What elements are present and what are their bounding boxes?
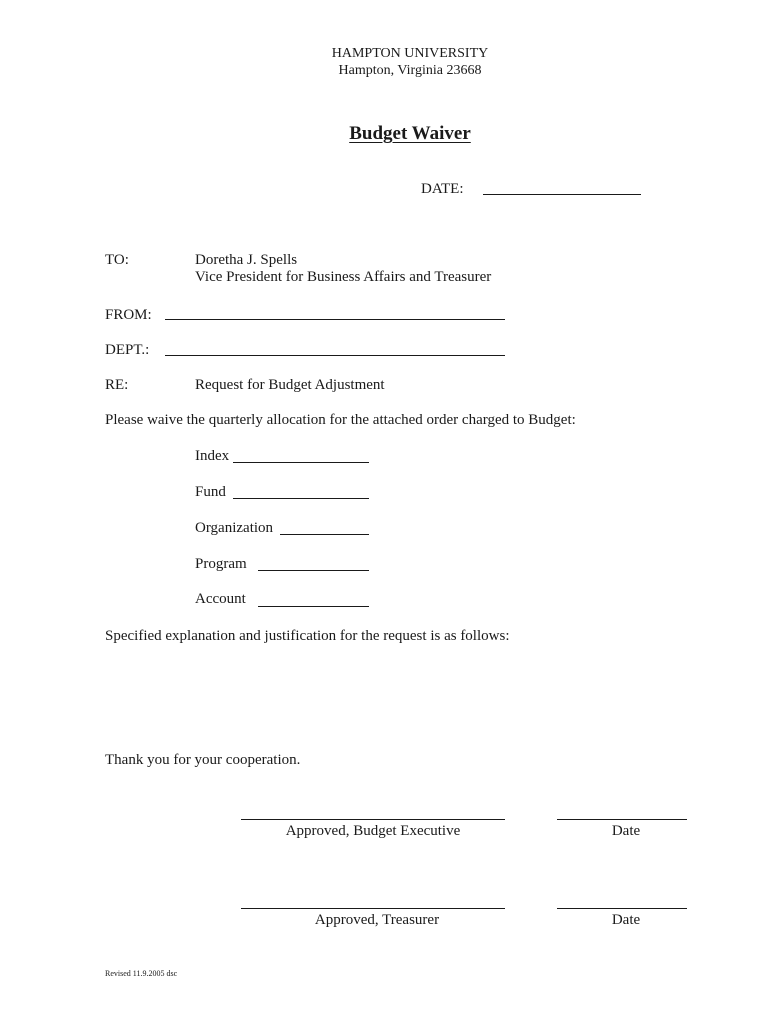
date2-label: Date [611,912,641,928]
from-field-line[interactable] [165,319,505,320]
index-label: Index [195,448,230,464]
re-value: Request for Budget Adjustment [195,377,385,393]
document-title: Budget Waiver [349,123,471,144]
institution-name: HAMPTON UNIVERSITY [331,46,489,61]
date-field-line[interactable] [483,194,641,195]
treasurer-signature-line[interactable] [241,908,505,909]
program-label: Program [195,556,247,572]
treasurer-label: Approved, Treasurer [314,912,440,928]
from-label: FROM: [105,307,152,323]
revision-note: Revised 11.9.2005 dsc [105,969,178,978]
to-name: Doretha J. Spells [195,252,298,268]
fund-field-line[interactable] [233,498,369,499]
budget-executive-label: Approved, Budget Executive [285,823,461,839]
fund-label: Fund [195,484,226,500]
organization-field-line[interactable] [280,534,369,535]
to-position: Vice President for Business Affairs and Treasurer [195,269,492,285]
budget-executive-signature-line[interactable] [241,819,505,820]
dept-label: DEPT.: [105,342,150,358]
account-field-line[interactable] [258,606,369,607]
explanation-prompt: Specified explanation and justification for the request is as follows: [105,628,510,644]
institution-address: Hampton, Virginia 23668 [338,63,482,78]
dept-field-line[interactable] [165,355,505,356]
to-label: TO: [105,252,129,268]
program-field-line[interactable] [258,570,369,571]
thanks-text: Thank you for your cooperation. [105,752,301,768]
date-label: DATE: [421,181,464,197]
index-field-line[interactable] [233,462,369,463]
account-label: Account [195,591,246,607]
date1-label: Date [611,823,641,839]
date1-signature-line[interactable] [557,819,687,820]
organization-label: Organization [195,520,274,536]
date2-signature-line[interactable] [557,908,687,909]
waive-instruction: Please waive the quarterly allocation for the attached order charged to Budget: [105,412,576,428]
re-label: RE: [105,377,129,393]
